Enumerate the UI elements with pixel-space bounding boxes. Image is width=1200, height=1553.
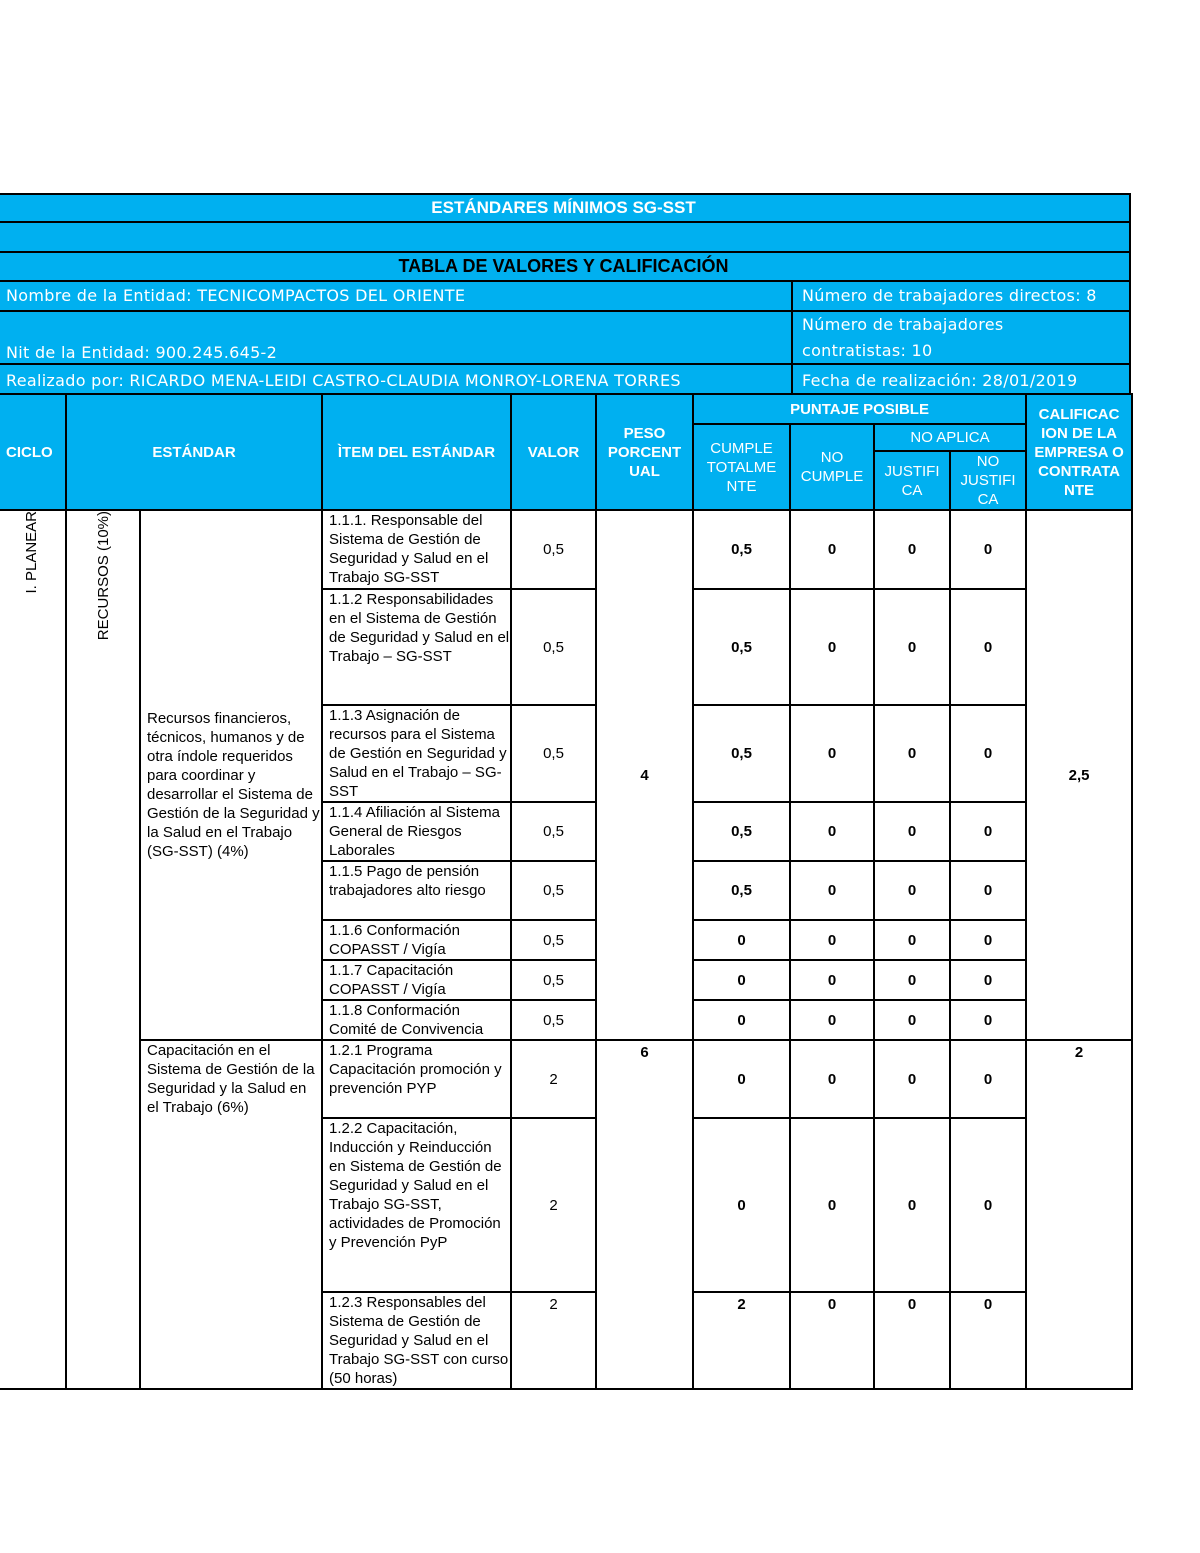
standard-text: Recursos financieros, técnicos, humanos y de otra índole requeridos para coordinar y desarrollar el Sistema de Gestión de la Seguridad y la Salud en el Trabajo (SG-SST) (4%) <box>147 710 320 860</box>
col-peso: PESO PORCENT UAL <box>596 394 693 510</box>
valor-cell: 0,5 <box>511 802 596 861</box>
cumple-cell: 0 <box>693 920 790 960</box>
header-row-1 <box>0 394 1132 424</box>
no-justifica-cell: 0 <box>950 802 1026 861</box>
no-justifica-cell: 0 <box>950 705 1026 802</box>
item-cell: 1.1.7 Capacitación COPASST / Vigía <box>322 960 511 1000</box>
no-cumple-cell: 0 <box>790 1000 874 1040</box>
justifica-cell: 0 <box>874 1040 950 1118</box>
contractors-line2: contratistas: 10 <box>802 341 933 360</box>
no-justifica-cell: 0 <box>950 920 1026 960</box>
item-cell: 1.2.3 Responsables del Sistema de Gestión de Seguridad y Salud en el Trabajo SG-SST con curso (50 horas) <box>322 1292 511 1389</box>
item-cell: 1.1.8 Conformación Comité de Convivencia <box>322 1000 511 1040</box>
no-justifica-cell: 0 <box>950 861 1026 920</box>
standards-table <box>0 393 1133 1390</box>
cumple-cell: 0,5 <box>693 861 790 920</box>
entity-nit: Nit de la Entidad: 900.245.645-2 <box>6 343 278 362</box>
no-cumple-cell: 0 <box>790 1292 874 1389</box>
valor-cell: 0,5 <box>511 1000 596 1040</box>
page-subtitle: TABLA DE VALORES Y CALIFICACIÓN <box>398 256 729 276</box>
no-justifica-cell: 0 <box>950 510 1026 589</box>
contractors-line1: Número de trabajadores <box>802 315 1004 334</box>
justifica-cell: 0 <box>874 861 950 920</box>
no-cumple-cell: 0 <box>790 705 874 802</box>
cumple-cell: 0 <box>693 960 790 1000</box>
valor-cell: 0,5 <box>511 510 596 589</box>
contractors-cell <box>791 310 1131 365</box>
table-row <box>0 510 1132 589</box>
standard-text: Capacitación en el Sistema de Gestión de la Seguridad y la Salud en el Trabajo (6%) <box>147 1042 315 1116</box>
title-row <box>0 193 1131 223</box>
valor-cell: 2 <box>511 1040 596 1118</box>
direct-workers-cell <box>791 280 1131 312</box>
cumple-cell: 0 <box>693 1118 790 1292</box>
item-cell: 1.1.6 Conformación COPASST / Vigía <box>322 920 511 960</box>
cumple-cell: 2 <box>693 1292 790 1389</box>
cumple-cell: 0,5 <box>693 589 790 705</box>
cumple-cell: 0,5 <box>693 802 790 861</box>
valor-cell: 2 <box>511 1118 596 1292</box>
valor-cell: 0,5 <box>511 960 596 1000</box>
justifica-cell: 0 <box>874 802 950 861</box>
grupo-cell <box>66 510 140 1389</box>
justifica-cell: 0 <box>874 1000 950 1040</box>
entity-nit-row <box>0 310 793 365</box>
valor-cell: 2 <box>511 1292 596 1389</box>
no-cumple-cell: 0 <box>790 1040 874 1118</box>
calificacion-cell: 2 <box>1026 1040 1132 1389</box>
no-justifica-cell: 0 <box>950 1292 1026 1389</box>
no-cumple-cell: 0 <box>790 1118 874 1292</box>
col-no-justifica: NO JUSTIFI CA <box>950 451 1026 510</box>
justifica-cell: 0 <box>874 589 950 705</box>
col-valor: VALOR <box>511 394 596 510</box>
justifica-cell: 0 <box>874 1292 950 1389</box>
table-row <box>0 1040 1132 1118</box>
col-ciclo: CICLO <box>0 394 66 510</box>
ciclo-cell <box>0 510 66 1389</box>
col-estandar: ESTÁNDAR <box>66 394 322 510</box>
direct-workers: Número de trabajadores directos: 8 <box>802 286 1097 305</box>
item-cell: 1.1.2 Responsabilidades en el Sistema de Gestión de Seguridad y Salud en el Trabajo – SG-SST <box>322 589 511 705</box>
valor-cell: 0,5 <box>511 589 596 705</box>
empty-row <box>0 221 1131 253</box>
cumple-cell: 0 <box>693 1040 790 1118</box>
no-cumple-cell: 0 <box>790 510 874 589</box>
item-cell: 1.1.4 Afiliación al Sistema General de Riesgos Laborales <box>322 802 511 861</box>
no-cumple-cell: 0 <box>790 589 874 705</box>
no-cumple-cell: 0 <box>790 960 874 1000</box>
col-item: ÌTEM DEL ESTÁNDAR <box>322 394 511 510</box>
no-justifica-cell: 0 <box>950 1000 1026 1040</box>
no-cumple-cell: 0 <box>790 802 874 861</box>
standard-cell <box>140 1040 322 1389</box>
cumple-cell: 0 <box>693 1000 790 1040</box>
col-cumple: CUMPLE TOTALME NTE <box>693 424 790 510</box>
calificacion-cell: 2,5 <box>1026 510 1132 1040</box>
justifica-cell: 0 <box>874 705 950 802</box>
made-by: Realizado por: RICARDO MENA-LEIDI CASTRO-CLAUDIA MONROY-LORENA TORRES <box>6 371 681 390</box>
ciclo-label: I. PLANEAR <box>23 511 40 594</box>
col-justifica: JUSTIFI CA <box>874 451 950 510</box>
no-cumple-cell: 0 <box>790 861 874 920</box>
no-justifica-cell: 0 <box>950 960 1026 1000</box>
page-title: ESTÁNDARES MÍNIMOS SG-SST <box>431 198 696 217</box>
grupo-label: RECURSOS (10%) <box>94 511 112 641</box>
no-cumple-cell: 0 <box>790 920 874 960</box>
valor-cell: 0,5 <box>511 861 596 920</box>
valor-cell: 0,5 <box>511 920 596 960</box>
item-cell: 1.1.3 Asignación de recursos para el Sistema de Gestión en Seguridad y Salud en el Trabajo – SG-SST <box>322 705 511 802</box>
item-cell: 1.1.1. Responsable del Sistema de Gestión de Seguridad y Salud en el Trabajo SG-SST <box>322 510 511 589</box>
subtitle-row <box>0 251 1131 282</box>
peso-cell: 6 <box>596 1040 693 1389</box>
item-cell: 1.2.2 Capacitación, Inducción y Reinducción en Sistema de Gestión de Seguridad y Salud en el Trabajo SG-SST, actividades de Promoción y Prevención PyP <box>322 1118 511 1292</box>
standard-cell <box>140 510 322 1040</box>
no-justifica-cell: 0 <box>950 589 1026 705</box>
item-cell: 1.1.5 Pago de pensión trabajadores alto riesgo <box>322 861 511 920</box>
justifica-cell: 0 <box>874 1118 950 1292</box>
entity-name: Nombre de la Entidad: TECNICOMPACTOS DEL ORIENTE <box>6 286 466 305</box>
cumple-cell: 0,5 <box>693 705 790 802</box>
valor-cell: 0,5 <box>511 705 596 802</box>
col-no-cumple: NO CUMPLE <box>790 424 874 510</box>
justifica-cell: 0 <box>874 920 950 960</box>
no-justifica-cell: 0 <box>950 1118 1026 1292</box>
date: Fecha de realización: 28/01/2019 <box>802 371 1078 390</box>
item-cell: 1.2.1 Programa Capacitación promoción y prevención PYP <box>322 1040 511 1118</box>
col-puntaje: PUNTAJE POSIBLE <box>693 394 1026 424</box>
col-no-aplica: NO APLICA <box>874 424 1026 451</box>
peso-cell: 4 <box>596 510 693 1040</box>
col-calificacion: CALIFICAC ION DE LA EMPRESA O CONTRATA NTE <box>1026 394 1132 510</box>
made-by-row <box>0 363 793 395</box>
entity-name-row <box>0 280 793 312</box>
justifica-cell: 0 <box>874 510 950 589</box>
justifica-cell: 0 <box>874 960 950 1000</box>
no-justifica-cell: 0 <box>950 1040 1026 1118</box>
date-cell <box>791 363 1131 395</box>
cumple-cell: 0,5 <box>693 510 790 589</box>
